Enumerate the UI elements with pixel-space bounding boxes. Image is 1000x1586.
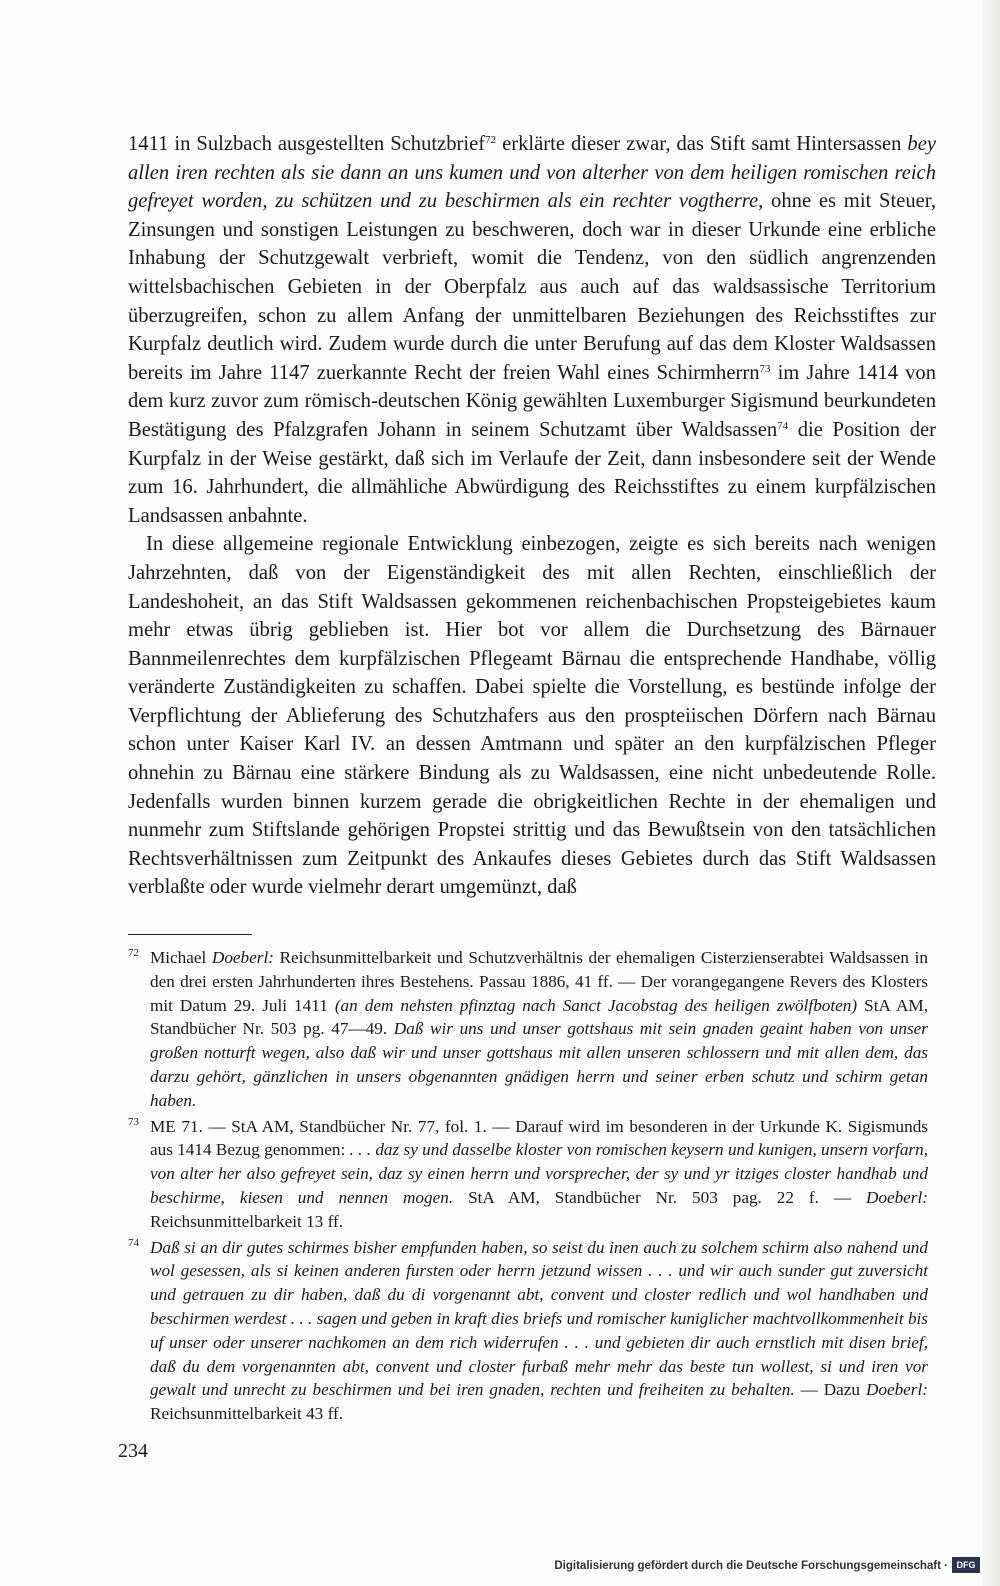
text-run: StA AM, Standbücher Nr. 503 pag. 22 f. — [453, 1187, 866, 1207]
text-run: die Position der Kurpfalz in der Weise gestärkt, daß sich im Verlaufe der Zeit, dann insbesondere seit der Wende zum 16. Jahrhundert, die allmähliche Abwürdigung des Reichsstiftes zu einem kurpfälzischen Landsassen anbahnte. [128, 418, 936, 527]
text-run: — Dazu [794, 1380, 866, 1400]
text-run: erklärte dieser zwar, das Stift samt Hintersassen [496, 133, 908, 155]
main-text-block [128, 130, 936, 902]
author-italic: Doeberl: [211, 948, 274, 967]
page-number: 234 [118, 1440, 148, 1462]
footnotes-block [128, 946, 928, 1428]
quotation-italic: (an dem nehsten pfinztag nach Sanct Jacobstag des heiligen zwölfboten) [334, 995, 858, 1015]
paragraph-2: In diese allgemeine regionale Entwicklung einbezogen, zeigte es sich bereits nach wenigen Jahrzehnten, daß von der Eigenständigkeit des mit allen Rechten, einschließlich der Landeshoheit, an das Stift Waldsassen gekommenen reichenbachischen Propsteigebietes kaum mehr etwas übrig geblieben ist. Hier bot vor allem die Durchsetzung des Bärnauer Bannmeilenrechtes dem kurpfälzischen Pflegeamt Bärnau die entsprechende Handhabe, völlig veränderte Zuständigkeiten zu schaffen. Dabei spielte die Vorstellung, es bestünde infolge der Verpflichtung der Ablieferung des Schutzhafers aus den prospteiischen Dörfern nach Bärnau schon unter Kaiser Karl IV. an dessen Amtmann und später an den kurpfälzischen Pfleger ohnehin zu Bärnau eine stärkere Bindung als zu Waldsassen, eine nicht unbedeutende Rolle. Jedenfalls wurden binnen kurzem gerade die obrigkeitlichen Rechte in der ehemaligen und nunmehr zum Stiftslande gehörigen Propstei strittig und das Bewußtsein von den tatsächlichen Rechtsverhältnissen zum Zeitpunkt des Ankaufes dieses Gebietes durch das Stift Waldsassen verblaßte oder wurde vielmehr derart umgemünzt, daß [128, 533, 936, 899]
footnote-ref-73[interactable]: 73 [759, 362, 771, 375]
text-run: im Jahre 1414 von dem kurz zuvor zum römisch-deutschen König gewählten Luxemburger Sigismund beurkundeten Bestätigung des Pfalzgrafen Johann in seinem Schutzamt über Waldsassen [128, 361, 936, 441]
text-run: ME 71. — StA AM, Standbücher Nr. 77, fol. 1. — Darauf wird im besonderen in der Urkunde K. Sigismunds aus 1414 Bezug genommen: [150, 1116, 928, 1160]
quotation-italic: Daß wir uns und unser gottshaus mit sein gnaden geaint haben von unser großen notturft wegen, also daß wir und unser gottshaus mit allen unseren schlossern und mit allen dem, das darzu gehört, gänzlichen in unsers obgenannten gnädigen herrn und seiner erben schutz und schirm getan haben. [150, 1019, 928, 1110]
footnote-separator [128, 934, 252, 935]
paragraph-1 [128, 130, 936, 530]
quotation-italic: . . . daz sy und dasselbe kloster von romischen keysern und kunigen, unsern vorfarn, von alter her also gefreyet sein, daz sy einen herrn und vorsprecher, der sy und yr itziges closter handhab und beschirme, kiesen und nennen mogen. [150, 1140, 928, 1207]
text-run: 1411 in Sulzbach ausgestellten Schutzbrief [128, 133, 486, 155]
footnote-number: 73 [128, 1115, 139, 1128]
author-italic: Doeberl: [865, 1187, 928, 1207]
footnote-74 [128, 1236, 928, 1426]
quotation-italic: Daß si an dir gutes schirmes bisher empfunden haben, so seist du inen auch zu solchem schirm also nahend und wol gesessen, als si keinen anderen fursten oder herrn jetzund wissen . . . und wir auch sunder gut zuversicht und getrauen zu dir haben, daß du di vorgenannt abt, convent und closter redlich und wol handhaben und beschirmen werdest . . . sagen und geben in kraft dies briefs und romischer kuniglicher machtvollkommenheit bis uf unser oder unserer nachkomen an dem rich widerrufen . . . und gebieten dir auch ernstlich mit disen brief, daß du dem vorgenannten abt, convent und closter furbaß mehr mehr das beste tun wollest, si und iren vor gewalt und unrecht zu beschirmen und bei iren gnaden, rechten und freiheiten zu behalten. [150, 1237, 928, 1400]
footnote-number: 72 [128, 947, 139, 959]
footnote-number: 74 [128, 1236, 139, 1249]
text-run: Reichsunmittelbarkeit und Schutzverhältnis der ehemaligen Cisterzienserabtei Waldsassen in den drei ersten Jahrhunderten ihres Bestehens. Passau 1886, 41 ff. — Der vorangegangene Revers des Klosters mit Datum 29. Juli 1411 [150, 948, 928, 1015]
text-run: Michael [150, 948, 212, 967]
footnote-72 [128, 946, 928, 1113]
page-edge-shadow [982, 0, 1000, 1586]
digitization-credit: Digitalisierung gefördert durch die Deutsche Forschungsgemeinschaft · [554, 1560, 948, 1572]
dfg-logo: DFG [952, 1557, 980, 1573]
quotation-italic: bey allen iren rechten als sie dann an uns kumen und von alterher von dem heiligen romischen reich gefreyet worden, zu schützen und zu beschirmen als ein rechter vogtherre, [128, 133, 936, 213]
text-run: StA AM, Standbücher Nr. 503 pg. 47—49. [150, 995, 928, 1039]
text-run: Reichsunmittelbarkeit 43 ff. [150, 1404, 343, 1424]
author-italic: Doeberl: [865, 1380, 928, 1400]
footnote-ref-74[interactable]: 74 [777, 419, 789, 432]
footnote-ref-72[interactable]: 72 [485, 134, 497, 146]
text-run: ohne es mit Steuer, Zinsungen und sonstigen Leistungen zu beschweren, doch war in dieser Urkunde eine erbliche Inhabung der Schutzgewalt verbrieft, womit die Tendenz, von den südlich angrenzenden wittelsbachischen Gebieten in der Oberpfalz aus auch auf das waldsassische Territorium überzugreifen, schon zu allem Anfang der unmittelbaren Beziehungen des Reichsstiftes zur Kurpfalz deutlich wird. Zudem wurde durch die unter Berufung auf das dem Kloster Waldsassen bereits im Jahre 1147 zuerkannte Recht der freien Wahl eines Schirmherrn [128, 190, 936, 384]
footnote-73 [128, 1115, 928, 1234]
text-run: Reichsunmittelbarkeit 13 ff. [150, 1211, 343, 1231]
